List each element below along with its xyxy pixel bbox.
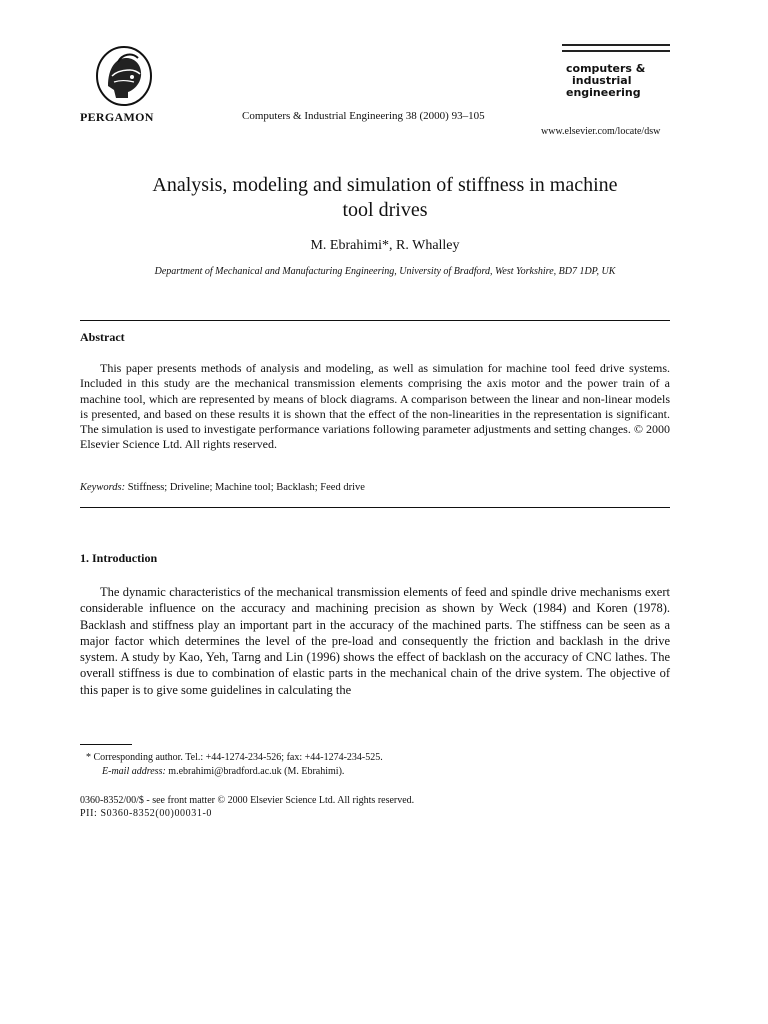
journal-url-link[interactable]: www.elsevier.com/locate/dsw [541, 126, 661, 137]
footnote-rule [80, 744, 132, 745]
article-title-line1: Analysis, modeling and simulation of stiffness in machine [152, 174, 618, 196]
corresponding-author-footnote: * Corresponding author. Tel.: +44-1274-234-526; fax: +44-1274-234-525. [86, 752, 383, 763]
keywords-line [80, 482, 365, 493]
abstract-heading: Abstract [80, 330, 125, 344]
journal-name-line1: computers & [566, 62, 646, 75]
issn-line: 0360-8352/00/$ - see front matter © 2000 Elsevier Science Ltd. All rights reserved. [80, 795, 415, 806]
abstract-bottom-rule [80, 507, 670, 508]
front-matter [80, 794, 414, 820]
article-title-line2: tool drives [342, 199, 428, 221]
intro-text: The dynamic characteristics of the mechanical transmission elements of feed and spindle drive mechanisms exert considerable influence on the accuracy and machining precision as shown by Weck (1984) and Koren (1978). Backlash and stiffness play an important part in the accuracy of the machined parts. The stiffness can be seen as a major factor which determines the level of the pre-load and consequently the friction and backlash in the drive system. A study by Kao, Yeh, Tarng and Lin (1996) shows the effect of backlash on the accuracy of CNC lathes. The overall stiffness is due to combination of elastic parts in the mechanical chain of the drive system. The objective of this paper is to give some guidelines in calculating the [80, 585, 670, 697]
email-address[interactable]: m.ebrahimi@bradford.ac.uk (M. Ebrahimi). [168, 766, 345, 777]
journal-name-line3: engineering [566, 86, 641, 99]
email-footnote [102, 765, 344, 778]
journal-name-block [566, 63, 676, 99]
pergamon-helmet-logo-icon [94, 46, 154, 108]
intro-heading: 1. Introduction [80, 551, 158, 565]
journal-banner-rules [562, 44, 670, 56]
article-authors: M. Ebrahimi*, R. Whalley [310, 238, 460, 253]
journal-citation: Computers & Industrial Engineering 38 (2000) 93–105 [242, 110, 485, 122]
keywords-list: Stiffness; Driveline; Machine tool; Backlash; Feed drive [127, 482, 365, 493]
keywords-label: Keywords: [80, 482, 126, 493]
email-label: E-mail address: [102, 766, 166, 777]
journal-name-line2: industrial [572, 74, 632, 87]
abstract-text: This paper presents methods of analysis and modeling, as well as simulation for machine tool feed drive systems. Included in this study are the mechanical transmission elements comprising the axis motor and the power train of a machine tool, which are represented by means of block diagrams. A comparison between the linear and non-linear models is presented, and based on these results it is shown that the effect of the non-linearities in the representation is significant. The simulation is used to investigate performance variations following parameter adjustments and setting changes. © 2000 Elsevier Science Ltd. All rights reserved. [80, 361, 670, 452]
pii-line: PII: S0360-8352(00)00031-0 [80, 808, 212, 819]
author-affiliation: Department of Mechanical and Manufacturing Engineering, University of Bradford, West Yorkshire, BD7 1DP, UK [154, 266, 616, 277]
abstract-top-rule [80, 320, 670, 321]
publisher-name: PERGAMON [80, 110, 154, 124]
article-title [80, 173, 690, 223]
